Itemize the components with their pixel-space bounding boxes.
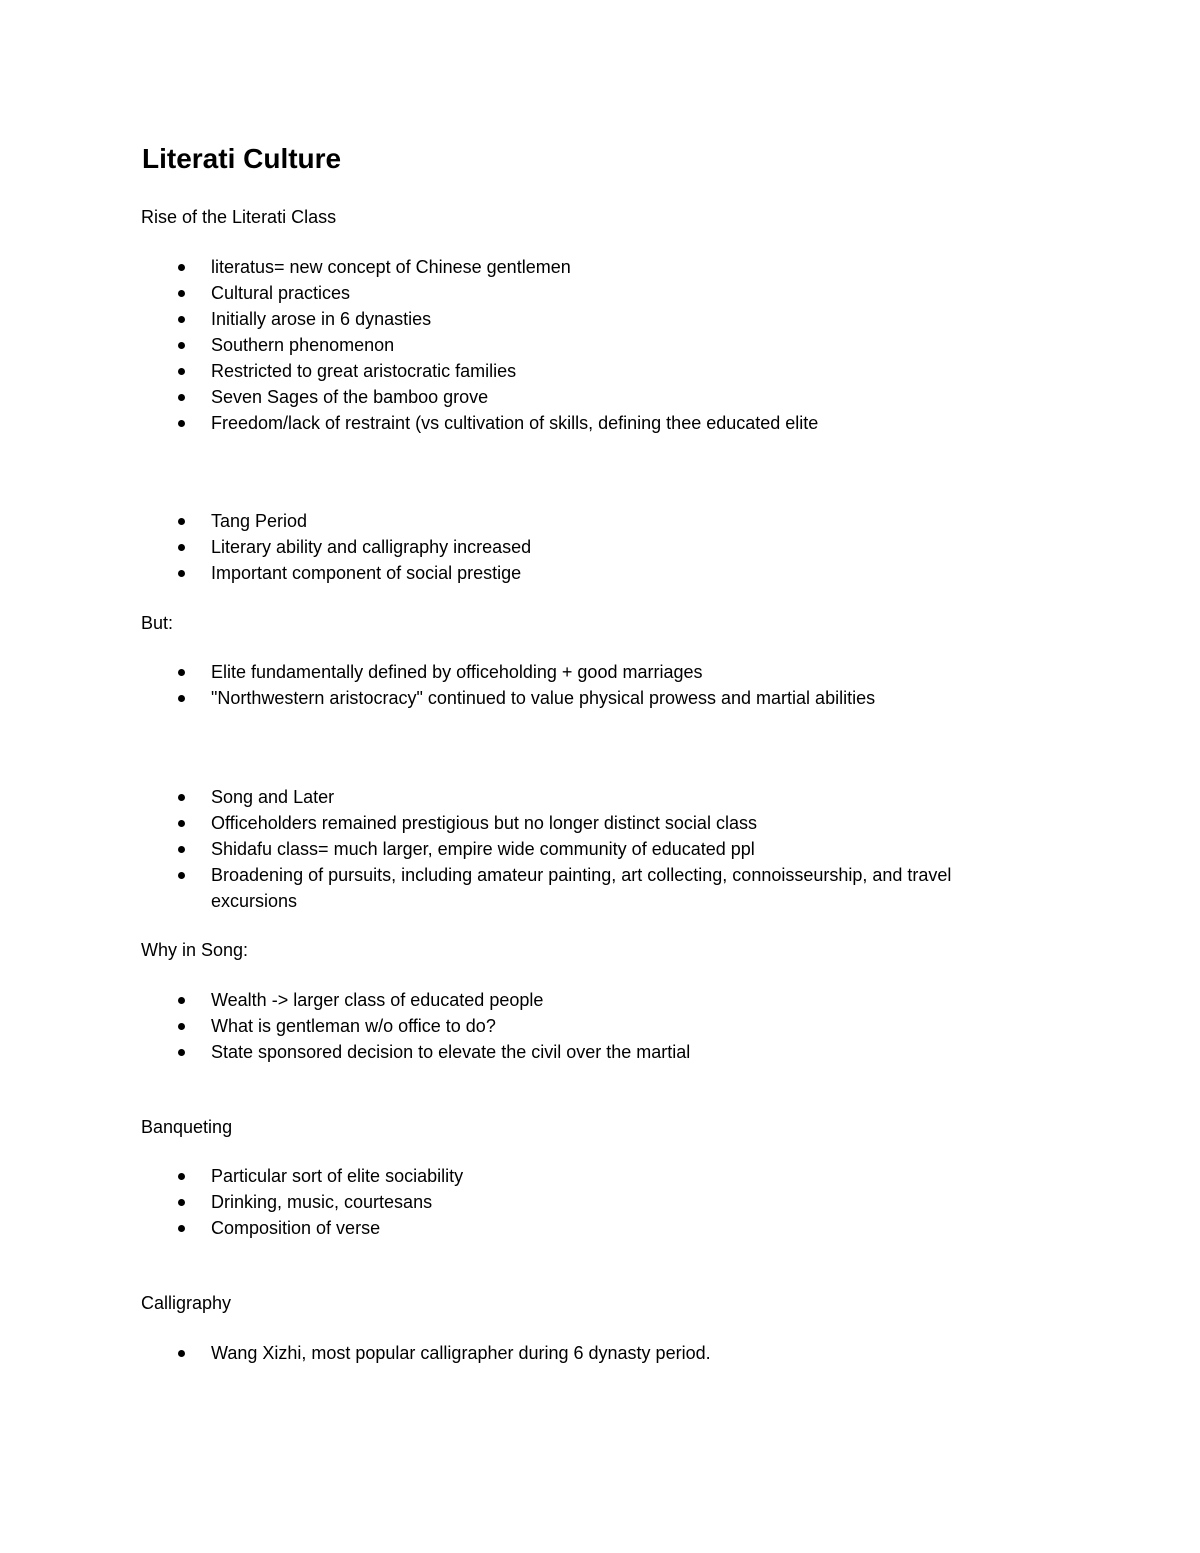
list-item: literatus= new concept of Chinese gentlemen [0,254,1031,280]
section-heading-but: But: [141,613,174,633]
bullet-list-tang [0,508,1200,586]
list-item: Important component of social prestige [0,560,1031,586]
section-heading-calligraphy: Calligraphy [141,1293,232,1313]
list-item: Tang Period [0,508,1031,534]
list-item: Composition of verse [0,1215,1031,1241]
list-item: Wealth -> larger class of educated people [0,987,1031,1013]
list-item: Song and Later [0,784,1031,810]
bullet-icon [178,820,185,827]
bullet-icon [178,794,185,801]
list-item: Drinking, music, courtesans [0,1189,1031,1215]
list-item: Literary ability and calligraphy increased [0,534,1031,560]
bullet-icon [178,518,185,525]
section-heading-why-in-song: Why in Song: [141,940,249,960]
bullet-icon [178,1350,185,1357]
list-item: Officeholders remained prestigious but no longer distinct social class [0,810,1031,836]
bullet-icon [178,997,185,1004]
bullet-icon [178,264,185,271]
bullet-icon [178,695,185,702]
bullet-icon [178,872,185,879]
bullet-icon [178,420,185,427]
bullet-icon [178,290,185,297]
list-item: Seven Sages of the bamboo grove [0,384,1031,410]
list-item: Wang Xizhi, most popular calligrapher during 6 dynasty period. [0,1340,1031,1366]
bullet-icon [178,669,185,676]
bullet-icon [178,1173,185,1180]
bullet-icon [178,342,185,349]
bullet-icon [178,570,185,577]
bullet-list-calligraphy [0,1340,1200,1366]
bullet-icon [178,1199,185,1206]
list-item: Cultural practices [0,280,1031,306]
document-title: Literati Culture [142,143,342,174]
list-item: Particular sort of elite sociability [0,1163,1031,1189]
bullet-icon [178,1023,185,1030]
list-item: Initially arose in 6 dynasties [0,306,1031,332]
bullet-icon [178,394,185,401]
bullet-list-why-in-song [0,987,1200,1065]
list-item: Broadening of pursuits, including amateur painting, art collecting, connoisseurship, and travel excursions [0,862,1031,914]
bullet-icon [178,544,185,551]
section-heading-rise: Rise of the Literati Class [141,207,337,227]
list-item: State sponsored decision to elevate the civil over the martial [0,1039,1031,1065]
bullet-list-rise [0,254,1200,436]
list-item: Shidafu class= much larger, empire wide community of educated ppl [0,836,1031,862]
list-item: What is gentleman w/o office to do? [0,1013,1031,1039]
bullet-list-song [0,784,1200,914]
bullet-list-banqueting [0,1163,1200,1241]
bullet-icon [178,316,185,323]
bullet-icon [178,846,185,853]
bullet-list-but [0,659,1200,711]
bullet-icon [178,1225,185,1232]
section-heading-banqueting: Banqueting [141,1117,233,1137]
list-item: "Northwestern aristocracy" continued to value physical prowess and martial abilities [0,685,1031,711]
list-item: Freedom/lack of restraint (vs cultivation of skills, defining thee educated elite [0,410,1031,436]
bullet-icon [178,368,185,375]
list-item: Southern phenomenon [0,332,1031,358]
list-item: Restricted to great aristocratic families [0,358,1031,384]
list-item: Elite fundamentally defined by officeholding + good marriages [0,659,1031,685]
bullet-icon [178,1049,185,1056]
